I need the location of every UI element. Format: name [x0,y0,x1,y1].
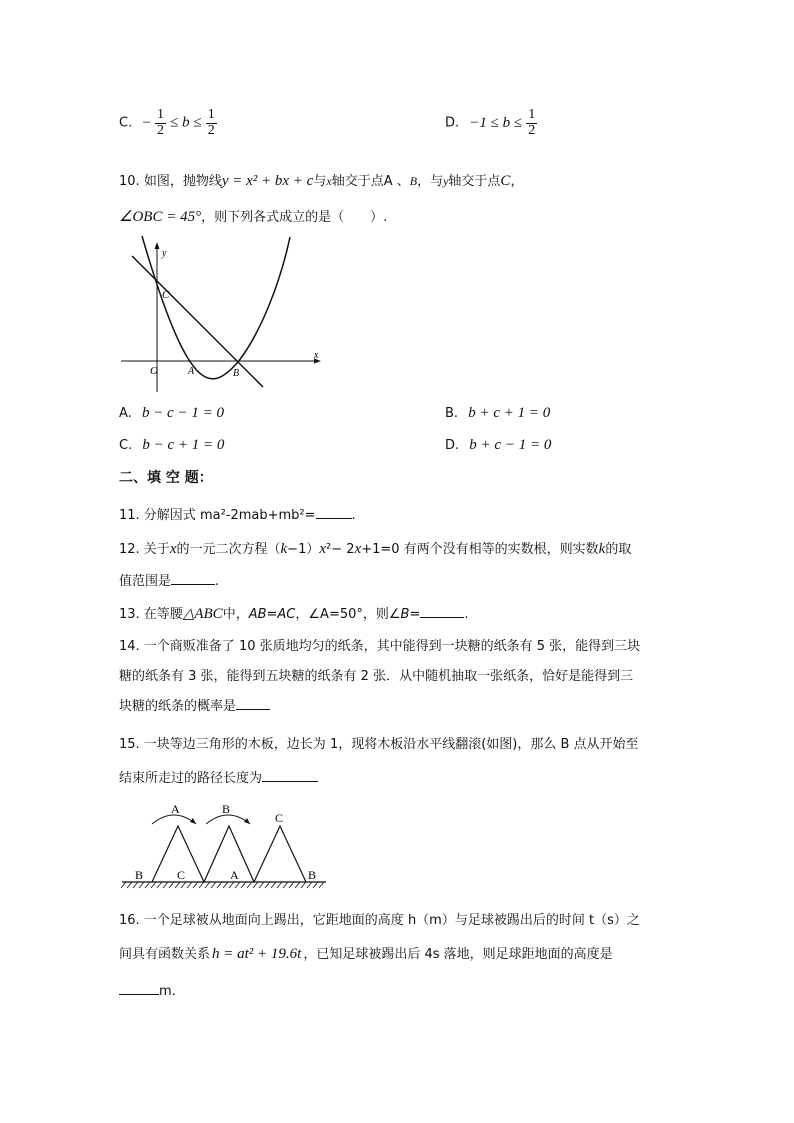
text: −1） [287,542,320,557]
equality: AB=AC [248,607,296,622]
var-b: B [400,607,410,622]
q10-option-a [119,405,224,422]
numerator: 1 [207,107,215,122]
parabola-equation: y = x² + bx + c [221,173,314,189]
text: 间具有函数关系 [119,947,211,962]
q10-option-d [445,437,551,454]
option-expression: b + c − 1 = 0 [469,437,552,453]
label-a-bottom: A [230,868,239,882]
denominator: 2 [156,122,164,138]
var-x: x [326,174,332,188]
text: ， [510,174,524,189]
y-axis-arrow-icon [155,242,160,249]
angle-condition: ∠OBC = 45° [119,209,202,225]
label-b: B [233,368,240,379]
text: ，则下列各式成立的是（ ）. [201,210,388,225]
unit: m. [159,984,176,999]
question-number: 10. [119,174,140,189]
label-c-bottom: C [177,868,186,882]
minus-sign: − [142,114,151,131]
label-c: C [162,289,170,301]
denominator: 2 [207,122,215,138]
answer-blank[interactable] [171,572,215,585]
fraction [526,108,537,138]
q12-line1 [119,538,631,558]
var-y: y [443,174,449,188]
text: ，∠A=50°，则∠ [295,607,401,622]
q16-line1: 16. 一个足球被从地面向上踢出，它距地面的高度 h（m）与足球被踢出后的时间 t（s）之 [119,913,640,928]
section-heading: 二、填 空 题： [119,470,213,486]
option-label: D. [445,438,460,453]
triangle-2 [204,826,254,882]
text: . [351,508,356,523]
q16-line3 [119,982,176,999]
q15-line1: 15. 一块等边三角形的木板，边长为 1，现将木板沿水平线翻滚(如图)，那么 B 点从开始至 [119,737,639,752]
arc-arrow-icon [190,818,196,824]
text: 12. 关于 [119,542,170,557]
q15-line2 [119,767,318,786]
q13 [119,603,469,623]
point-b: B [409,174,418,188]
option-label: C. [119,115,133,131]
option-expression: b − c − 1 = 0 [141,405,224,421]
roll-arc-1 [152,815,196,824]
label-x: x [314,350,319,361]
var-x: x [169,541,177,557]
text: 的一元二次方程（ [176,542,281,557]
text: ，与 [417,174,444,189]
answer-blank[interactable] [236,697,270,710]
option-label: D. [445,115,460,131]
answer-blank[interactable] [316,506,352,519]
text: 与 [313,174,327,189]
q16-line2 [119,943,613,963]
fraction [155,108,166,138]
label-b-start: B [135,868,144,882]
text: 的取 [605,542,632,557]
answer-blank[interactable] [420,605,464,618]
text: 值范围是 [119,574,172,589]
var-x: x [354,541,362,557]
point-c: C [500,173,511,189]
q12-line2 [119,570,219,589]
answer-blank[interactable] [119,982,159,995]
text: 轴交于点A 、 [331,174,410,189]
inequality: −1 ≤ b ≤ [469,114,523,131]
roll-arc-2 [206,815,250,824]
q10-option-b [445,405,550,422]
q10-parabola-graph [118,234,328,394]
var-k: k [280,541,288,557]
label-o: O [150,365,158,377]
text: . [215,574,220,589]
text: 中， [222,607,249,622]
answer-blank[interactable] [262,769,318,782]
q15-rolling-triangle-figure [120,798,330,894]
var-x: x [319,541,327,557]
label-a: A [188,366,195,377]
label-b-end: B [308,868,317,882]
arc-arrow-icon [244,818,250,824]
label-y: y [162,248,167,259]
text: +1=0 有两个没有相等的实数根，则实数 [361,542,599,557]
option-expression: b + c + 1 = 0 [468,405,551,421]
text: . [464,607,469,622]
q10-line2 [119,206,387,226]
inequality: ≤ b ≤ [170,114,202,131]
var-k: k [598,541,606,557]
option-label: C. [119,438,133,453]
option-label: A. [119,406,132,421]
fraction [206,108,217,138]
label-a-top: A [171,802,180,816]
option-label: B. [445,406,459,421]
triangle-3 [254,826,306,882]
text: 13. 在等腰 [119,607,183,622]
text: ，已知足球被踢出后 4s 落地，则足球距地面的高度是 [303,947,613,962]
numerator: 1 [528,107,536,122]
numerator: 1 [156,107,164,122]
q14-line1: 14. 一个商贩准备了 10 张质地均匀的纸条，其中能得到一块糖的纸条有 5 张，能得到三块 [119,639,641,654]
q9-option-d [445,108,537,138]
option-expression: b − c + 1 = 0 [142,437,225,453]
q14-line3 [119,695,270,714]
q14-line2: 糖的纸条有 3 张，能得到五块糖的纸条有 2 张．从中随机抽取一张纸条，恰好是能得到三 [119,669,634,684]
label-b-top: B [222,802,231,816]
text: 块糖的纸条的概率是 [119,699,237,714]
ground-hatching [121,882,324,888]
question-text: 11. 分解因式 ma²-2mab+mb²= [119,508,316,523]
triangle-abc: △ABC [182,606,223,622]
q11 [119,504,356,523]
denominator: 2 [528,122,536,138]
q10-option-c [119,437,224,454]
q10-line1 [119,170,523,190]
text: 结束所走过的路径长度为 [119,771,263,786]
text: = [409,607,421,622]
q9-option-c [119,108,217,138]
text: ²− 2 [326,542,355,557]
text: 如图，抛物线 [143,174,222,189]
text: 轴交于点 [448,174,501,189]
label-c-top: C [275,811,284,825]
function-equation: h = at² + 19.6t [212,946,302,962]
